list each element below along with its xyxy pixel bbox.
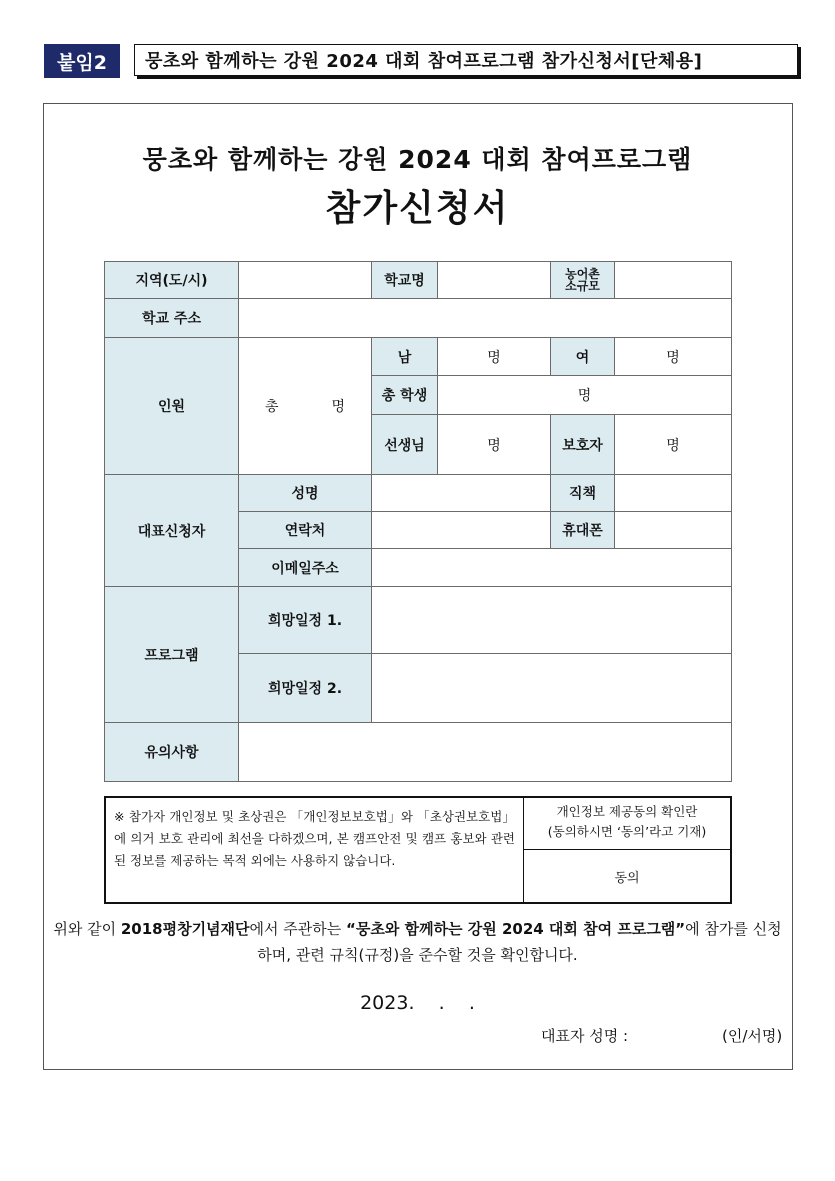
- position-field[interactable]: [615, 475, 732, 512]
- guardian-label: 보호자: [551, 415, 615, 475]
- declaration-suffix: 에 참가를 신청하며, 관련 규칙(규정)을 준수할 것을 확인합니다.: [257, 920, 782, 964]
- school-name-label: 학교명: [372, 262, 438, 299]
- total-students-field[interactable]: 명: [438, 376, 732, 415]
- contact-label: 연락처: [239, 512, 372, 549]
- consent-agree-field[interactable]: 동의: [614, 870, 640, 886]
- school-address-label: 학교 주소: [105, 299, 239, 338]
- application-date[interactable]: 2023. . .: [360, 992, 475, 1014]
- consent-confirm-area: [524, 798, 730, 902]
- guardian-count-field[interactable]: 명: [615, 415, 732, 475]
- notes-label: 유의사항: [105, 723, 239, 782]
- teacher-label: 선생님: [372, 415, 438, 475]
- contact-field[interactable]: [372, 512, 551, 549]
- consent-confirm-title: 개인정보 제공동의 확인란: [556, 804, 698, 819]
- program-label: 프로그램: [105, 587, 239, 723]
- male-label: 남: [372, 338, 438, 376]
- schedule2-field[interactable]: [372, 654, 732, 723]
- email-field[interactable]: [372, 549, 732, 587]
- name-field[interactable]: [372, 475, 551, 512]
- region-label: 지역(도/시): [105, 262, 239, 299]
- mobile-field[interactable]: [615, 512, 732, 549]
- male-count-field[interactable]: 명: [438, 338, 551, 376]
- attachment-badge: 붙임2: [44, 44, 120, 78]
- teacher-count-field[interactable]: 명: [438, 415, 551, 475]
- female-count-field[interactable]: 명: [615, 338, 732, 376]
- form-title-line2: 참가신청서: [325, 188, 510, 229]
- notes-field[interactable]: [239, 723, 732, 782]
- school-type-rural: 농어촌: [565, 267, 600, 281]
- personnel-total-field[interactable]: [239, 338, 372, 475]
- representative-label: 대표신청자: [105, 475, 239, 587]
- schedule1-label: 희망일정 1.: [239, 587, 372, 654]
- mobile-label: 휴대폰: [551, 512, 615, 549]
- declaration-prefix: 위와 같이: [53, 920, 121, 938]
- application-table: [104, 261, 732, 782]
- form-title-line1: 뭉초와 함께하는 강원 2024 대회 참여프로그램: [142, 145, 693, 174]
- schedule2-label: 희망일정 2.: [239, 654, 372, 723]
- declaration-mid: 에서 주관하는: [249, 920, 347, 938]
- consent-confirm-header: [524, 798, 730, 850]
- privacy-consent-box: [104, 796, 732, 904]
- school-address-field[interactable]: [239, 299, 732, 338]
- school-type-label: [551, 262, 615, 299]
- school-type-field[interactable]: [615, 262, 732, 299]
- total-unit: 명: [331, 399, 345, 415]
- declaration-text: [50, 916, 785, 968]
- position-label: 직책: [551, 475, 615, 512]
- schedule1-field[interactable]: [372, 587, 732, 654]
- document-header-title: 뭉초와 함께하는 강원 2024 대회 참여프로그램 참가신청서[단체용]: [134, 44, 798, 76]
- privacy-notice: ※ 참가자 개인정보 및 초상권은 「개인정보보호법」와 「초상권보호법」에 의거 보호 관리에 최선을 다하겠으며, 본 캠프안전 및 캠프 홍보와 관련된 정보를 제공하는 목적 외에는 사용하지 않습니다.: [106, 798, 524, 902]
- school-name-field[interactable]: [438, 262, 551, 299]
- email-label: 이메일주소: [239, 549, 372, 587]
- school-type-small: 소규모: [565, 279, 600, 293]
- total-word: 총: [265, 399, 279, 415]
- declaration-program: “뭉초와 함께하는 강원 2024 대회 참여 프로그램”: [346, 920, 686, 938]
- female-label: 여: [551, 338, 615, 376]
- personnel-label: 인원: [105, 338, 239, 475]
- region-field[interactable]: [239, 262, 372, 299]
- declaration-org: 2018평창기념재단: [120, 920, 250, 938]
- representative-signature-label: 대표자 성명 :: [541, 1027, 629, 1045]
- consent-confirm-note: (동의하시면 ‘동의’라고 기재): [547, 824, 707, 839]
- name-label: 성명: [239, 475, 372, 512]
- total-students-label: 총 학생: [372, 376, 438, 415]
- signature-seal[interactable]: (인/서명): [722, 1027, 783, 1045]
